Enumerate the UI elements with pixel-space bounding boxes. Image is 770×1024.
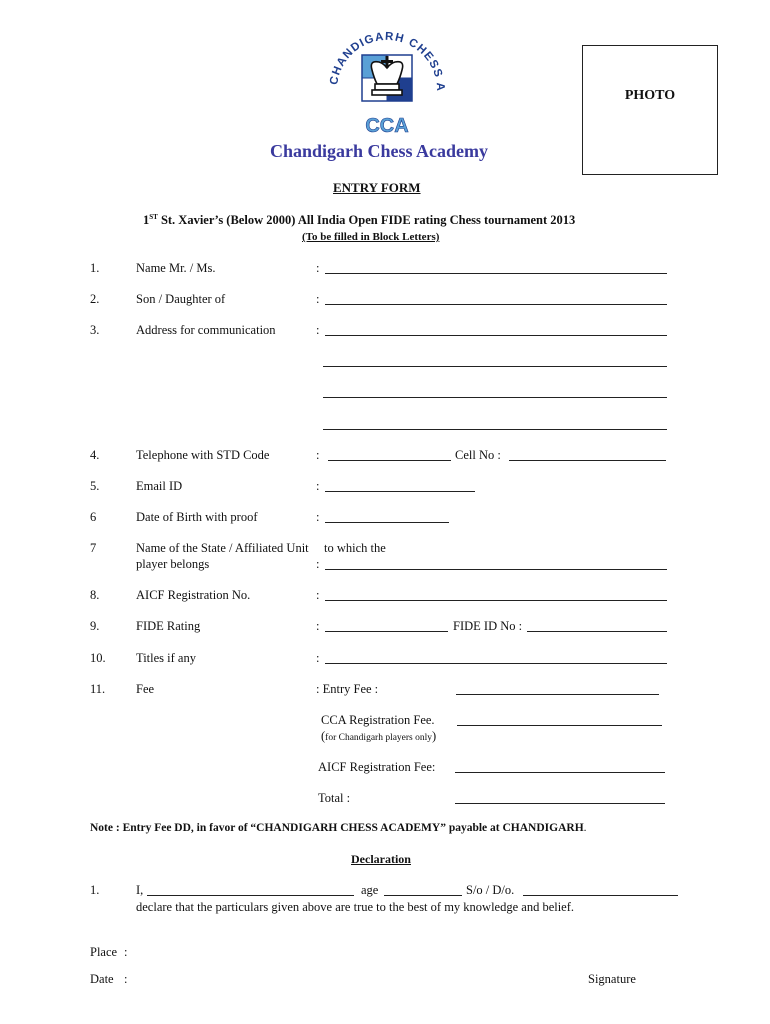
photo-box: [582, 45, 718, 175]
aicf-fee-input-line[interactable]: [455, 772, 665, 773]
field-1-number: 1.: [90, 261, 100, 275]
declaration-number: 1.: [90, 883, 100, 897]
declarant-parent-input-line[interactable]: [523, 895, 678, 896]
aicf-fee-label: AICF Registration Fee:: [318, 760, 436, 774]
fide-id-label: FIDE ID No :: [453, 619, 523, 633]
form-instruction: (To be filled in Block Letters): [302, 231, 440, 243]
cca-fee-note-open: (: [321, 729, 326, 743]
telephone-input-line[interactable]: [328, 460, 451, 461]
field-6-number: 6: [90, 510, 97, 524]
field-11-number: 11.: [90, 682, 106, 696]
cell-no-input-line[interactable]: [509, 460, 666, 461]
field-2-colon: :: [316, 292, 320, 306]
field-7-label-cont: to which the: [324, 541, 386, 555]
date-colon: :: [124, 972, 128, 986]
field-5-colon: :: [316, 479, 320, 493]
field-10-number: 10.: [90, 651, 106, 665]
field-4-colon: :: [316, 448, 320, 462]
cca-fee-label: CCA Registration Fee.: [321, 713, 435, 727]
declaration-heading: Declaration: [351, 852, 411, 866]
field-5-number: 5.: [90, 479, 100, 493]
chess-logo-icon: [325, 18, 449, 140]
cca-fee-note: [321, 729, 436, 744]
field-2-label: Son / Daughter of: [136, 292, 226, 306]
academy-name: Chandigarh Chess Academy: [270, 141, 489, 161]
cca-fee-note-text: for Chandigarh players only: [325, 733, 433, 743]
field-8-number: 8.: [90, 588, 100, 602]
field-3-colon: :: [316, 323, 320, 337]
logo-initials: CCA: [365, 115, 409, 137]
declarant-age-input-line[interactable]: [384, 895, 462, 896]
cell-no-label: Cell No :: [455, 448, 501, 462]
address-input-line-2[interactable]: [323, 366, 667, 367]
field-8-colon: :: [316, 588, 320, 602]
field-1-colon: :: [316, 261, 320, 275]
field-3-number: 3.: [90, 323, 100, 337]
field-1-label: Name Mr. / Ms.: [136, 261, 216, 275]
field-9-colon: :: [316, 619, 320, 633]
declaration-so-label: S/o / D/o.: [466, 883, 515, 897]
field-9-label: FIDE Rating: [136, 619, 201, 633]
field-4-number: 4.: [90, 448, 100, 462]
cca-fee-note-close: ): [432, 729, 437, 743]
payment-note: [90, 822, 587, 834]
field-11-label: Fee: [136, 682, 155, 696]
field-9-number: 9.: [90, 619, 100, 633]
declaration-i-label: I,: [136, 883, 144, 897]
place-label: Place: [90, 945, 118, 959]
field-7-number: 7: [90, 541, 97, 555]
entry-fee-label: : Entry Fee :: [316, 682, 379, 696]
address-input-line-4[interactable]: [323, 429, 667, 430]
field-7-colon: :: [316, 557, 320, 571]
titles-input-line[interactable]: [325, 663, 667, 664]
aicf-registration-input-line[interactable]: [325, 600, 667, 601]
photo-label: PHOTO: [624, 88, 676, 103]
email-input-line[interactable]: [325, 491, 475, 492]
parent-name-input-line[interactable]: [325, 304, 667, 305]
fide-id-input-line[interactable]: [527, 631, 667, 632]
field-6-label: Date of Birth with proof: [136, 510, 258, 524]
form-title: ENTRY FORM: [333, 180, 421, 195]
payment-note-text: Note : Entry Fee DD, in favor of “CHANDIGARH CHESS ACADEMY” payable at CHANDIGARH: [90, 822, 584, 834]
state-unit-input-line[interactable]: [325, 569, 667, 570]
signature-label: Signature: [588, 972, 636, 986]
tournament-ordinal-suffix: ST: [149, 213, 158, 221]
field-3-label: Address for communication: [136, 323, 276, 337]
field-2-number: 2.: [90, 292, 100, 306]
address-input-line-1[interactable]: [325, 335, 667, 336]
tournament-heading: [143, 213, 575, 228]
field-8-label: AICF Registration No.: [136, 588, 251, 602]
field-10-colon: :: [316, 651, 320, 665]
tournament-name: St. Xavier’s (Below 2000) All India Open FIDE rating Chess tournament 2013: [157, 213, 576, 228]
field-4-label: Telephone with STD Code: [136, 448, 270, 462]
date-label: Date: [90, 972, 114, 986]
field-5-label: Email ID: [136, 479, 183, 493]
field-7-label-line1: Name of the State / Affiliated Unit: [136, 541, 309, 555]
logo-arc-text: CHANDIGARH CHESS A: [328, 30, 447, 93]
total-input-line[interactable]: [455, 803, 665, 804]
declaration-statement: declare that the particulars given above are true to the best of my knowledge and belief.: [136, 900, 575, 914]
entry-fee-input-line[interactable]: [456, 694, 659, 695]
place-colon: :: [124, 945, 128, 959]
cca-fee-input-line[interactable]: [457, 725, 662, 726]
name-input-line[interactable]: [325, 273, 667, 274]
declarant-name-input-line[interactable]: [147, 895, 354, 896]
payment-note-end: .: [583, 822, 587, 834]
field-10-label: Titles if any: [136, 651, 196, 665]
address-input-line-3[interactable]: [323, 397, 667, 398]
declaration-age-label: age: [361, 883, 379, 897]
dob-input-line[interactable]: [325, 522, 449, 523]
total-label: Total :: [318, 791, 351, 805]
field-7-label-line2: player belongs: [136, 557, 210, 571]
academy-logo: [325, 18, 449, 140]
tournament-ordinal: 1: [143, 213, 150, 228]
fide-rating-input-line[interactable]: [325, 631, 448, 632]
field-6-colon: :: [316, 510, 320, 524]
